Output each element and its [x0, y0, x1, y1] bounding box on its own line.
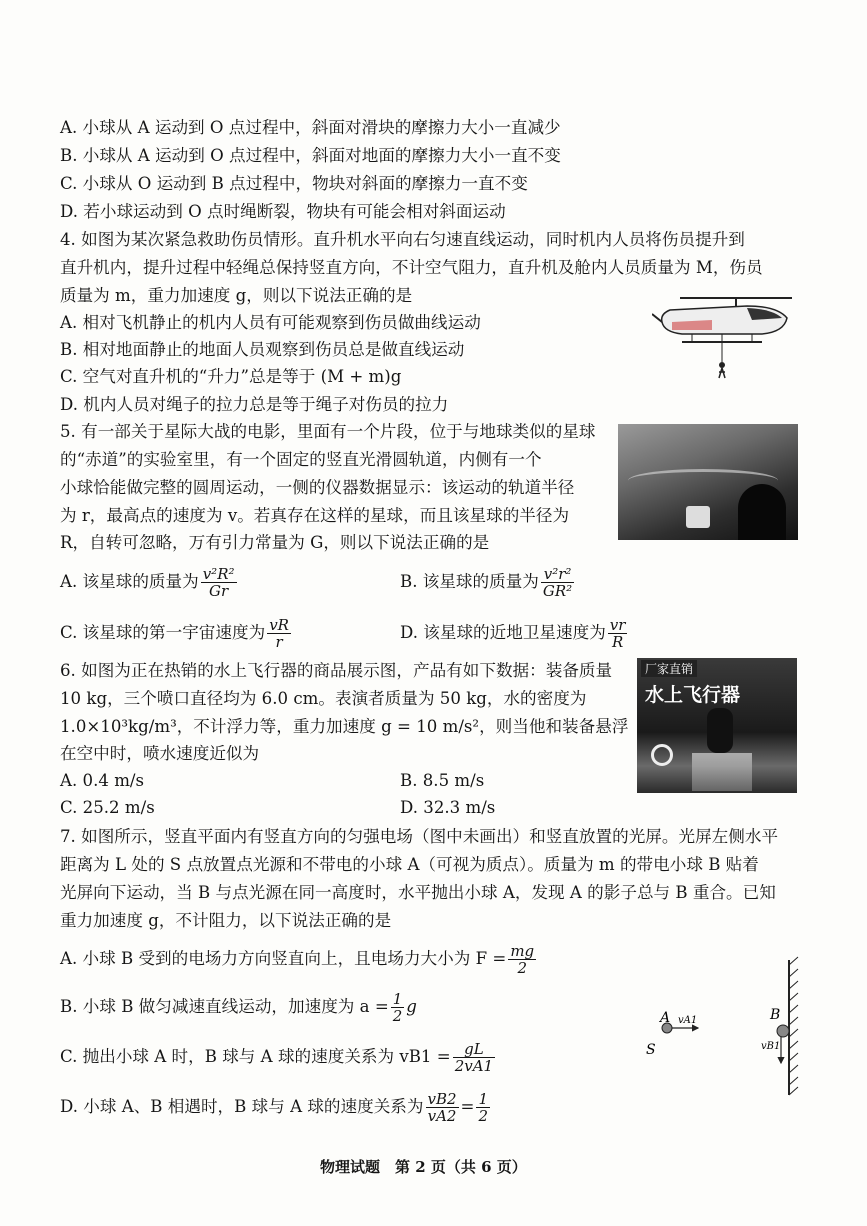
q3-option-c: C. 小球从 O 运动到 B 点过程中，物块对斜面的摩擦力一直不变	[60, 174, 528, 193]
q6-stem-line1: 6. 如图为正在热销的水上飞行器的商品展示图，产品有如下数据：装备质量	[60, 661, 613, 680]
screen-hatching	[789, 957, 798, 1095]
q7-option-a: A. 小球 B 受到的电场力方向竖直向上，且电场力大小为 F = $\frac{mg}{2}$	[60, 942, 535, 977]
q6-stem-line2: 10 kg，三个喷口直径均为 6.0 cm。表演者质量为 50 kg，水的密度为	[60, 689, 587, 708]
q5-stem-line3: 小球恰能做完整的圆周运动，一侧的仪器数据显示：该运动的轨道半径	[60, 478, 575, 497]
label-va1: vA1	[678, 1015, 698, 1026]
ball-b	[777, 1025, 789, 1037]
q5-option-a: A. 该星球的质量为 $\frac{\text{v²R²}}{Gr}$	[60, 565, 235, 600]
q4-option-a: A. 相对飞机静止的机内人员有可能观察到伤员做曲线运动	[60, 313, 481, 332]
q4-option-c: C. 空气对直升机的“升力”总是等于 (M + m)g	[60, 367, 402, 386]
q3-option-d: D. 若小球运动到 O 点时绳断裂，物块有可能会相对斜面运动	[60, 202, 506, 221]
label-vb1: vB1	[761, 1041, 781, 1052]
q5-option-d: D. 该星球的近地卫星速度为 $\frac{vr}{R}$	[400, 616, 626, 651]
q4-stem-line3: 质量为 m，重力加速度 g，则以下说法正确的是	[60, 286, 413, 305]
q4-stem-line2: 直升机内，提升过程中轻绳总保持竖直方向，不计空气阻力，直升机及舱内人员质量为 M，伤员	[60, 258, 763, 277]
helicopter-figure	[652, 292, 802, 392]
q7-stem-line3: 光屏向下运动，当 B 与点光源在同一高度时，水平抛出小球 A，发现 A 的影子总与 B 重合。已知	[60, 883, 776, 902]
q5-stem-line2: 的“赤道”的实验室里，有一个固定的竖直光滑圆轨道，内侧有一个	[60, 450, 542, 469]
q5-stem-line4: 为 r，最高点的速度为 v。若真存在这样的星球，而且该星球的半径为	[60, 506, 570, 525]
q7-stem-line4: 重力加速度 g，不计阻力，以下说法正确的是	[60, 911, 392, 930]
q6-option-a: A. 0.4 m/s	[60, 771, 145, 790]
label-s: S	[646, 1042, 656, 1058]
q5-option-c: C. 该星球的第一宇宙速度为 $\frac{vR}{r}$	[60, 616, 289, 651]
q5-movie-still	[618, 424, 798, 540]
q6-option-d: D. 32.3 m/s	[400, 798, 496, 817]
q6-photo-tag: 厂家直销	[641, 660, 697, 677]
q4-option-b: B. 相对地面静止的地面人员观察到伤员总是做直线运动	[60, 340, 465, 359]
q7-option-b: B. 小球 B 做匀减速直线运动，加速度为 a = $\frac{1}{2}$ g	[60, 990, 417, 1025]
q6-stem-line4: 在空中时，喷水速度近似为	[60, 744, 260, 763]
q7-option-c: C. 抛出小球 A 时，B 球与 A 球的速度关系为 vB1 = $\frac{gL}{2vA1}$	[60, 1040, 494, 1075]
page-footer: 物理试题 第 2 页（共 6 页）	[320, 1158, 527, 1176]
q6-stem-line3: 1.0×10³kg/m³，不计浮力等，重力加速度 g = 10 m/s²，则当他和装备悬浮	[60, 717, 629, 736]
q7-stem-line1: 7. 如图所示，竖直平面内有竖直方向的匀强电场（图中未画出）和竖直放置的光屏。光屏左侧水平	[60, 827, 779, 846]
label-a: A	[660, 1010, 671, 1026]
q4-stem-line1: 4. 如图为某次紧急救助伤员情形。直升机水平向右匀速直线运动，同时机内人员将伤员提升到	[60, 230, 745, 249]
q5-option-b: B. 该星球的质量为 $\frac{\text{v²r²}}{\text{GR²}}$	[400, 565, 573, 600]
q3-option-b: B. 小球从 A 运动到 O 点过程中，斜面对地面的摩擦力大小一直不变	[60, 146, 561, 165]
q6-photo-title: 水上飞行器	[645, 684, 741, 706]
q7-stem-line2: 距离为 L 处的 S 点放置点光源和不带电的小球 A（可视为质点）。质量为 m 的带电小球 B 贴着	[60, 855, 759, 874]
q5-stem-line1: 5. 有一部关于星际大战的电影，里面有一个片段，位于与地球类似的星球	[60, 422, 596, 441]
label-b: B	[770, 1007, 781, 1023]
q6-option-b: B. 8.5 m/s	[400, 771, 485, 790]
q5-stem-line5: R，自转可忽略，万有引力常量为 G，则以下说法正确的是	[60, 533, 490, 552]
q7-option-d: D. 小球 A、B 相遇时，B 球与 A 球的速度关系为 $\frac{vB2}{vA2}$ = $\frac{1}{2}$	[60, 1090, 488, 1125]
q3-option-a: A. 小球从 A 运动到 O 点过程中，斜面对滑块的摩擦力大小一直减少	[60, 118, 561, 137]
q4-option-d: D. 机内人员对绳子的拉力总是等于绳子对伤员的拉力	[60, 395, 449, 414]
q6-product-photo	[637, 658, 797, 793]
q7-diagram	[640, 955, 810, 1105]
q6-option-c: C. 25.2 m/s	[60, 798, 155, 817]
